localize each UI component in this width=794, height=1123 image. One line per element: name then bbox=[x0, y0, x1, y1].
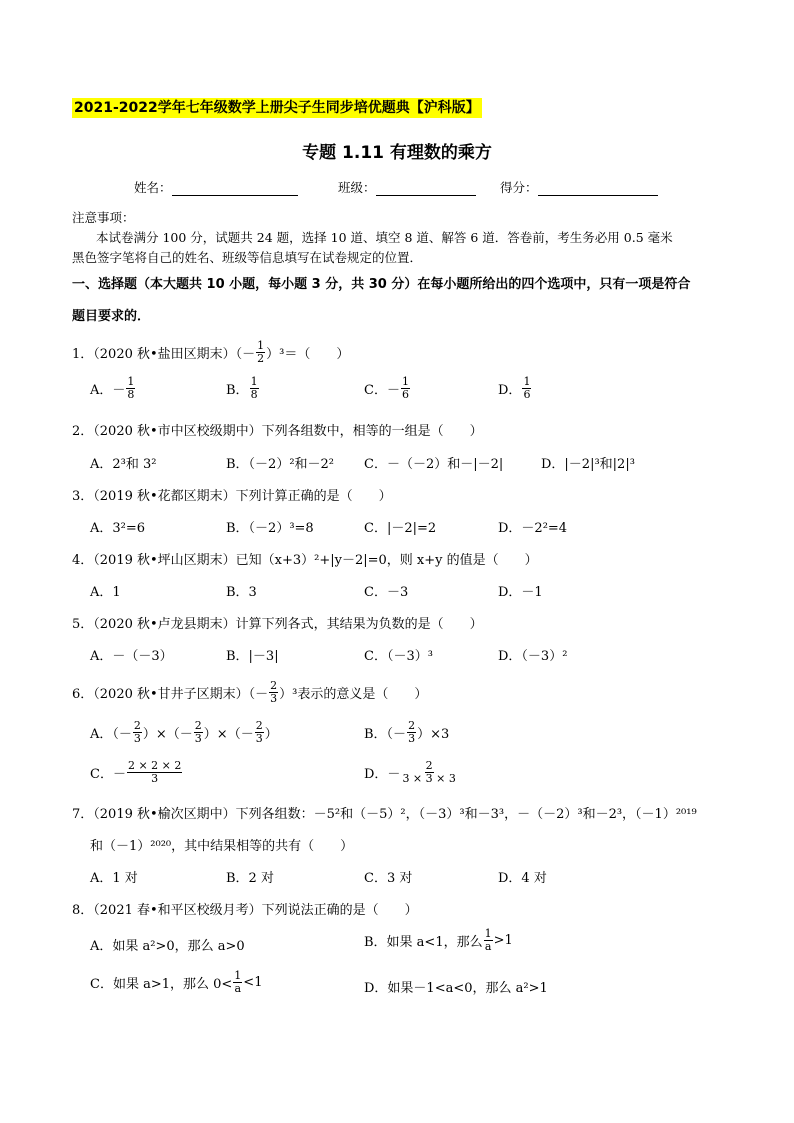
q1-d-fraction bbox=[522, 376, 531, 401]
q8-option-b[interactable] bbox=[364, 928, 513, 953]
q8-option-d[interactable]: D．如果－1<a<0，那么 a²>1 bbox=[364, 981, 548, 996]
q1-b-label: B． bbox=[226, 383, 249, 398]
doc-banner: 2021-2022学年七年级数学上册尖子生同步培优题典【沪科版】 bbox=[74, 100, 480, 116]
q6-b-den: 3 bbox=[408, 732, 416, 745]
q4-option-b[interactable]: B．3 bbox=[226, 585, 257, 600]
notice-heading: 注意事项： bbox=[72, 210, 135, 225]
q4-option-c[interactable]: C．－3 bbox=[364, 585, 409, 600]
q6-a-fraction-2 bbox=[194, 720, 203, 745]
q2-option-a[interactable]: A．2³和 3² bbox=[90, 457, 157, 472]
q6-option-a[interactable] bbox=[90, 720, 278, 745]
question-2-stem: 2．（2020 秋•市中区校级期中）下列各组数中，相等的一组是（ ） bbox=[72, 424, 483, 439]
q3-option-b[interactable]: B．（－2）³=8 bbox=[226, 521, 314, 536]
q5-option-c[interactable]: C．（－3）³ bbox=[364, 649, 433, 664]
q6-fraction bbox=[269, 680, 278, 705]
q1-d-den: 6 bbox=[523, 388, 531, 401]
class-field bbox=[338, 178, 476, 196]
q6-d-label: D．－ bbox=[364, 767, 401, 782]
q6-d-fraction bbox=[401, 760, 456, 785]
q8-b-den: a bbox=[484, 940, 492, 953]
score-label: 得分： bbox=[500, 180, 538, 195]
question-3-stem: 3．（2019 秋•花都区期末）下列计算正确的是（ ） bbox=[72, 489, 392, 504]
question-7-stem-line-2: 和（－1）²⁰²⁰，其中结果相等的共有（ ） bbox=[90, 839, 354, 854]
q6-b-fraction bbox=[407, 720, 416, 745]
q6-a-num-3: 2 bbox=[255, 719, 263, 732]
q6-frac-den: 3 bbox=[270, 692, 278, 705]
q8-c-part: <1 bbox=[243, 975, 263, 990]
page-title: 专题 1.11 有理数的乘方 bbox=[302, 143, 492, 163]
q7-option-a[interactable]: A．1 对 bbox=[90, 871, 138, 886]
q5-option-d[interactable]: D．（－3）² bbox=[498, 649, 568, 664]
q6-a-fraction-1 bbox=[133, 720, 142, 745]
q8-c-part: C．如果 a>1，那么 0< bbox=[90, 977, 233, 992]
q6-a-den-3: 3 bbox=[255, 732, 263, 745]
q7-option-c[interactable]: C．3 对 bbox=[364, 871, 413, 886]
q6-d-den: 3 × 3 × 3 bbox=[402, 772, 456, 785]
q1-b-den: 8 bbox=[250, 388, 258, 401]
class-blank[interactable] bbox=[376, 181, 476, 196]
q8-b-part: B．如果 a<1，那么 bbox=[364, 935, 483, 950]
q6-c-label: C．－ bbox=[90, 767, 126, 782]
notice-line-2: 黑色签字笔将自己的姓名、班级等信息填写在试卷规定的位置． bbox=[72, 250, 423, 265]
q7-option-b[interactable]: B．2 对 bbox=[226, 871, 274, 886]
q1-c-num: 1 bbox=[401, 375, 409, 388]
name-field bbox=[134, 178, 298, 196]
score-field bbox=[500, 178, 658, 196]
q8-c-den: a bbox=[234, 982, 242, 995]
q1-a-label: A．－ bbox=[90, 383, 126, 398]
q1-option-b[interactable] bbox=[226, 376, 260, 401]
q1-b-fraction bbox=[250, 376, 259, 401]
q1-c-den: 6 bbox=[401, 388, 409, 401]
q8-option-a[interactable]: A．如果 a²>0，那么 a>0 bbox=[90, 939, 245, 954]
name-blank[interactable] bbox=[172, 181, 298, 196]
q6-prefix: 6．（2020 秋•甘井子区期末）（－ bbox=[72, 687, 269, 702]
q3-option-a[interactable]: A．3²=6 bbox=[90, 521, 146, 536]
q1-frac-den: 2 bbox=[257, 352, 265, 365]
q1-d-label: D． bbox=[498, 383, 522, 398]
q8-b-part: >1 bbox=[493, 933, 513, 948]
q8-c-num: 1 bbox=[234, 969, 242, 982]
q1-frac-num: 1 bbox=[257, 339, 265, 352]
question-4-stem: 4．（2019 秋•坪山区期末）已知（x+3）²+|y－2|=0，则 x+y 的值是（ ） bbox=[72, 553, 538, 568]
q3-option-c[interactable]: C．|－2|=2 bbox=[364, 521, 437, 536]
q6-b-num: 2 bbox=[408, 719, 416, 732]
score-blank[interactable] bbox=[538, 181, 658, 196]
q6-a-num-1: 2 bbox=[133, 719, 141, 732]
q8-b-fraction bbox=[484, 928, 493, 953]
q1-option-d[interactable] bbox=[498, 376, 532, 401]
question-8-stem: 8．（2021 春•和平区校级月考）下列说法正确的是（ ） bbox=[72, 903, 418, 918]
q6-c-den: 3 bbox=[151, 772, 159, 785]
q4-option-a[interactable]: A．1 bbox=[90, 585, 121, 600]
q1-option-a[interactable] bbox=[90, 376, 136, 401]
q1-a-fraction bbox=[126, 376, 135, 401]
q1-suffix: ）³＝（ ） bbox=[266, 347, 350, 362]
q6-a-den-1: 3 bbox=[133, 732, 141, 745]
q5-option-b[interactable]: B．|－3| bbox=[226, 649, 279, 664]
q6-a-part: ）×（－ bbox=[142, 727, 193, 742]
q6-a-part: A．（－ bbox=[90, 727, 132, 742]
question-1-stem bbox=[72, 340, 349, 365]
q5-option-a[interactable]: A．－（－3） bbox=[90, 649, 173, 664]
question-7-stem-line-1: 7．（2019 秋•榆次区期中）下列各组数：－5²和（－5）²，（－3）³和－3³，－（－2）³和－2³，（－1）²⁰¹⁹ bbox=[72, 807, 697, 822]
q1-b-num: 1 bbox=[250, 375, 258, 388]
q6-a-den-2: 3 bbox=[194, 732, 202, 745]
q6-b-part: B．（－ bbox=[364, 727, 407, 742]
name-label: 姓名： bbox=[134, 180, 172, 195]
q6-frac-num: 2 bbox=[270, 679, 278, 692]
q6-c-num: 2 × 2 × 2 bbox=[127, 759, 182, 772]
q3-option-d[interactable]: D．－2²=4 bbox=[498, 521, 568, 536]
q6-a-num-2: 2 bbox=[194, 719, 202, 732]
q1-a-num: 1 bbox=[127, 375, 135, 388]
q6-option-d[interactable] bbox=[364, 760, 458, 785]
q1-option-c[interactable] bbox=[364, 376, 411, 401]
q6-a-part: ） bbox=[264, 727, 278, 742]
q8-c-fraction bbox=[233, 970, 242, 995]
q6-d-num: 2 bbox=[425, 759, 433, 772]
section-heading-line-1: 一、选择题（本大题共 10 小题，每小题 3 分，共 30 分）在每小题所给出的四个选项中，只有一项是符合 bbox=[72, 277, 691, 292]
q6-suffix: ）³表示的意义是（ ） bbox=[279, 687, 428, 702]
q6-c-fraction bbox=[127, 760, 182, 785]
q4-option-d[interactable]: D．－1 bbox=[498, 585, 543, 600]
q1-prefix: 1．（2020 秋•盐田区期末）（－ bbox=[72, 347, 256, 362]
question-5-stem: 5．（2020 秋•卢龙县期末）计算下列各式，其结果为负数的是（ ） bbox=[72, 617, 483, 632]
q6-a-part: ）×（－ bbox=[203, 727, 254, 742]
q2-option-c[interactable]: C．－（－2）和－|－2| bbox=[364, 457, 504, 472]
q1-d-num: 1 bbox=[523, 375, 531, 388]
notice-line-1: 本试卷满分 100 分，试题共 24 题，选择 10 道、填空 8 道、解答 6 道．答卷前，考生务必用 0.5 毫米 bbox=[96, 230, 673, 245]
q8-b-num: 1 bbox=[484, 927, 492, 940]
q1-fraction bbox=[256, 340, 265, 365]
q6-option-c[interactable] bbox=[90, 760, 183, 785]
q6-option-b[interactable] bbox=[364, 720, 449, 745]
q7-option-d[interactable]: D．4 对 bbox=[498, 871, 547, 886]
q8-option-c[interactable] bbox=[90, 970, 262, 995]
q6-a-fraction-3 bbox=[255, 720, 264, 745]
q2-option-b[interactable]: B．（－2）²和－2² bbox=[226, 457, 335, 472]
section-heading-line-2: 题目要求的． bbox=[72, 309, 151, 324]
class-label: 班级： bbox=[338, 180, 376, 195]
q1-c-label: C．－ bbox=[364, 383, 400, 398]
q6-b-part: ）×3 bbox=[417, 727, 450, 742]
q1-c-fraction bbox=[401, 376, 410, 401]
q1-a-den: 8 bbox=[127, 388, 135, 401]
question-6-stem bbox=[72, 680, 427, 705]
q2-option-d[interactable]: D．|－2|³和|2|³ bbox=[541, 457, 635, 472]
